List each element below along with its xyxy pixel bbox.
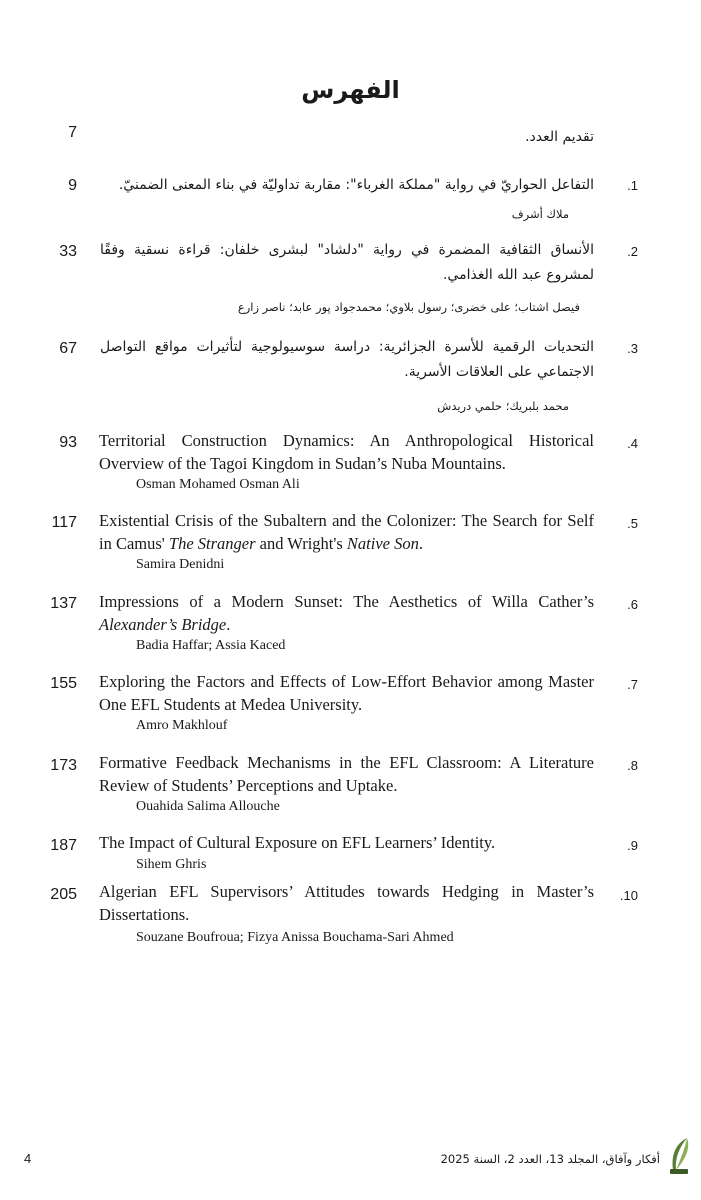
title-text: . xyxy=(226,615,231,634)
entry-title: التفاعل الحواريّ في رواية "مملكة الغرباء": مقاربة تداوليّة في بناء المعنى الضمنيّ. xyxy=(118,177,594,193)
entry-title: The Impact of Cultural Exposure on EFL Learners’ Identity. xyxy=(99,833,496,852)
title-text: . xyxy=(418,534,423,553)
entry-title xyxy=(99,509,594,555)
entry-authors: Osman Mohamed Osman Ali xyxy=(136,477,300,492)
entry-page-number: 9 xyxy=(68,177,77,194)
title-italic-work: Native Son xyxy=(346,534,419,553)
entry-number: .9 xyxy=(627,838,638,853)
title-text: Existential Crisis of the Subaltern and the Colonizer: The Search for Self in Camus' xyxy=(99,511,594,553)
entry-page-number: 117 xyxy=(51,514,77,531)
footer-journal-info: أفكار وآفاق، المجلد 13، العدد 2، السنة 2025 xyxy=(440,1152,660,1166)
entry-number: .3 xyxy=(627,341,638,356)
entry-number: .1 xyxy=(627,178,638,193)
entry-page-number: 187 xyxy=(50,837,77,854)
entry-title: التحديات الرقمية للأسرة الجزائرية: دراسة سوسيولوجية لتأثيرات مواقع التواصل الاجتماعي على العلاقات الأسرية. xyxy=(100,339,594,380)
entry-page-number: 93 xyxy=(59,434,77,451)
entry-number: .8 xyxy=(627,758,638,773)
title-italic-work: Alexander’s Bridge xyxy=(99,615,227,634)
preface-title: تقديم العدد. xyxy=(525,129,594,145)
entry-number: .5 xyxy=(627,516,638,531)
page-title: الفهرس xyxy=(301,76,400,104)
entry-authors: Amro Makhlouf xyxy=(136,718,228,733)
entry-title: Territorial Construction Dynamics: An Anthropological Historical Overview of the Tagoi Kingdom in Sudan’s Nuba Mountains. xyxy=(99,431,594,473)
entry-authors: Sihem Ghris xyxy=(136,857,207,872)
title-text: Impressions of a Modern Sunset: The Aesthetics of Willa Cather’s xyxy=(99,592,594,611)
entry-authors: Badia Haffar; Assia Kaced xyxy=(136,638,286,653)
entry-authors: فيصل اشتاب؛ على خضرى؛ رسول بلاوي؛ محمدجواد پور عابد؛ ناصر زارع xyxy=(237,300,580,314)
entry-page-number: 137 xyxy=(50,595,77,612)
footer-page-number: 4 xyxy=(24,1151,32,1166)
entry-page-number: 155 xyxy=(50,675,77,692)
entry-number: .4 xyxy=(627,436,638,451)
preface-page-number: 7 xyxy=(68,124,77,141)
entry-page-number: 33 xyxy=(59,243,77,260)
feather-quill-logo-icon xyxy=(667,1136,693,1176)
entry-page-number: 173 xyxy=(50,757,77,774)
entry-authors: محمد بلبريك؛ حلمي دريدش xyxy=(437,399,569,413)
entry-title xyxy=(99,590,594,636)
entry-authors: Souzane Boufroua; Fizya Anissa Bouchama-Sari Ahmed xyxy=(136,930,454,945)
entry-number: .2 xyxy=(627,244,638,259)
entry-authors: ملاك أشرف xyxy=(511,207,569,221)
entry-title: Exploring the Factors and Effects of Low-Effort Behavior among Master One EFL Students at Medea University. xyxy=(99,672,594,714)
entry-number: .10 xyxy=(619,888,638,903)
entry-number: .6 xyxy=(627,597,638,612)
title-text: and Wright's xyxy=(255,534,347,553)
entry-title: الأنساق الثقافية المضمرة في رواية "دلشاد" لبشرى خلفان: قراءة نسقية وفقًا لمشروع عبد الله الغذامي. xyxy=(100,242,594,283)
entry-page-number: 67 xyxy=(59,340,77,357)
entry-authors: Ouahida Salima Allouche xyxy=(136,799,280,814)
title-italic-work: The Stranger xyxy=(168,534,256,553)
entry-page-number: 205 xyxy=(50,886,77,903)
entry-authors: Samira Denidni xyxy=(136,557,225,572)
entry-title: Algerian EFL Supervisors’ Attitudes towards Hedging in Master’s Dissertations. xyxy=(99,882,594,924)
entry-title: Formative Feedback Mechanisms in the EFL Classroom: A Literature Review of Students’ Perceptions and Uptake. xyxy=(99,753,594,795)
entry-number: .7 xyxy=(627,677,638,692)
